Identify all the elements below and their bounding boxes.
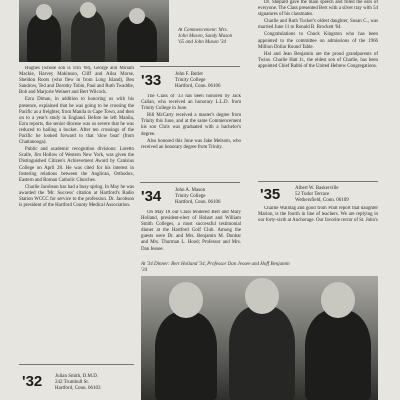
address-line: Julian Smith, D.M.D.	[55, 374, 99, 379]
photo-head	[245, 278, 279, 314]
paragraph: Ezra Diman, in addition to honoring us with his presence, explained that he was going to be crossing the Pacific as a freighter, from Manila to Cape Town, and then on to a year's study in England. Before he left Manila, Ezra reports, the senior diocese was so severe that he was reduced to bailing a bucket. After ten crossings of the Pacific he looked forward to that 'slow boat' (from Chattanooga).	[19, 97, 134, 146]
photo-figure	[27, 14, 61, 62]
photo-head	[169, 282, 203, 318]
column-3	[258, 0, 378, 178]
column-3-bottom	[258, 206, 378, 262]
photo-head	[36, 4, 52, 20]
commencement-caption: At Commencement: Mrs. John Mason, Sandy Mason '65 and John Mason '34	[178, 28, 233, 45]
class-year-32: '32	[22, 373, 43, 390]
paragraph: Also honored this June was Jake Melsom, who received an honorary degree from Trinity.	[141, 138, 241, 150]
paragraph: Charlie Jacobson has had a busy spring. In May he was awarded the 'Mr. Success' citation at Hartford's Radio Station WCCC for service to the profession. Dr. Jacobson is president of the Hartford County Medical Association.	[19, 184, 134, 209]
commencement-photo	[19, 0, 169, 62]
address-line: Wethersfield, Conn. 06109	[295, 198, 349, 203]
paragraph: Public and academic recognition divisions: Loretto Scalle, Jim Hollow of Western New York, was given the Distinguished Citizen's Achievement Award by Canisius College on April 28. He was cited for his interest in fostering relations between the Anglican, Orthodox, Eastern and Roman Catholic Churches.	[19, 147, 134, 183]
column-2-top	[141, 94, 241, 178]
column-2-bottom	[141, 210, 241, 260]
paragraph: Hughes (whose son is Trin '68), George and Miriam Mackie, Harvey Makinson, Cliff and Ailsa Morse, Sheldon Roots (who flew in from Long Island), Ben Sandrow, Ted and Dorothy Tobin, Paul and Ruth Twaddle, Bob and Marjorie Weinert and Bert Wilcock.	[19, 66, 134, 96]
address-line: Trinity College	[175, 194, 206, 199]
paragraph: On May 18 our Class tendered Bert and Mary Holland, president-elect of Hobart and William Smith Colleges, a most successful testimonial dinner at the Hartford Golf Club. Among the guests were Dr. and Mrs. Benjamin M. Dunbar and Mrs. Thurman L. Hood; Professor and Mrs. Dan Jessee.	[141, 210, 241, 252]
dinner-caption: At '34 Dinner: Bert Holland '34, Professor Dan Jessee and Hoff Benjamin '34	[141, 262, 290, 273]
paragraph: Charlie and Ruth Tucker's oldest daughter, Susan C., was married June 11 to Ronald B. Brockett '64.	[258, 19, 378, 31]
photo-figure	[155, 312, 217, 400]
class-secretary-address	[295, 186, 385, 204]
paragraph: The Class of '33 has been honored by Jack Callan, who received an honorary L.L.D. from Trinity College in June.	[141, 94, 241, 112]
photo-head	[321, 282, 355, 318]
address-line: Hartford, Conn. 06103	[55, 386, 101, 391]
paragraph: Congratulations to Chuck Kingston who has been appointed to the committee on admissions of the 1966 Million Dollar Round Table.	[258, 32, 378, 50]
address-line: John A. Mason	[175, 188, 206, 193]
address-line: Trinity College	[175, 78, 206, 83]
address-line: Hartford, Conn. 06106	[175, 200, 221, 205]
section-rule	[140, 66, 240, 67]
class-secretary-address	[55, 374, 140, 392]
photo-figure	[305, 310, 371, 400]
photo-figure	[229, 306, 295, 400]
class-year-33: '33	[141, 72, 162, 89]
photo-head	[129, 8, 145, 24]
address-line: 52 Tudor Terrace	[295, 192, 330, 197]
column-1	[19, 66, 134, 366]
paragraph: Dr. Shepard gave the main speech and filled the ears of everyone. The Class presented Bert with a silver tray with 54 signatures of his classmates.	[258, 0, 378, 18]
paragraph: Hal and Jean Benjamin are the proud grandparents of Twins. Charlie Hatt Jr., the eldest son of Charlie, has been appointed Chief Rabbi of the United Hebrew Congregations.	[258, 51, 378, 69]
class-secretary-address	[175, 72, 245, 90]
dinner-photo	[141, 276, 378, 400]
photo-head	[80, 2, 96, 18]
paragraph: Bill McCarty received a master's degree from Trinity this June, and at the same Commencement his son Chris was graduated with a bachelor's degree.	[141, 113, 241, 137]
address-line: 242 Trumbull St.	[55, 380, 90, 385]
class-year-35: '35	[260, 186, 281, 203]
class-secretary-address	[175, 188, 245, 206]
address-line: Hartford, Conn. 06106	[175, 84, 221, 89]
class-year-34: '34	[141, 188, 162, 205]
section-rule	[258, 181, 378, 182]
section-rule	[19, 364, 134, 365]
section-rule	[140, 182, 240, 183]
paragraph: Charlie Walldag and good from Pratt report that daughter Marion, is the fourth in line of teachers. We are replying in our forty-sixth at Anchorage. Our favorite rector of St. John's	[258, 206, 378, 224]
address-line: John F. Butler	[175, 72, 204, 77]
address-line: Albert W. Baskerville	[295, 186, 339, 191]
